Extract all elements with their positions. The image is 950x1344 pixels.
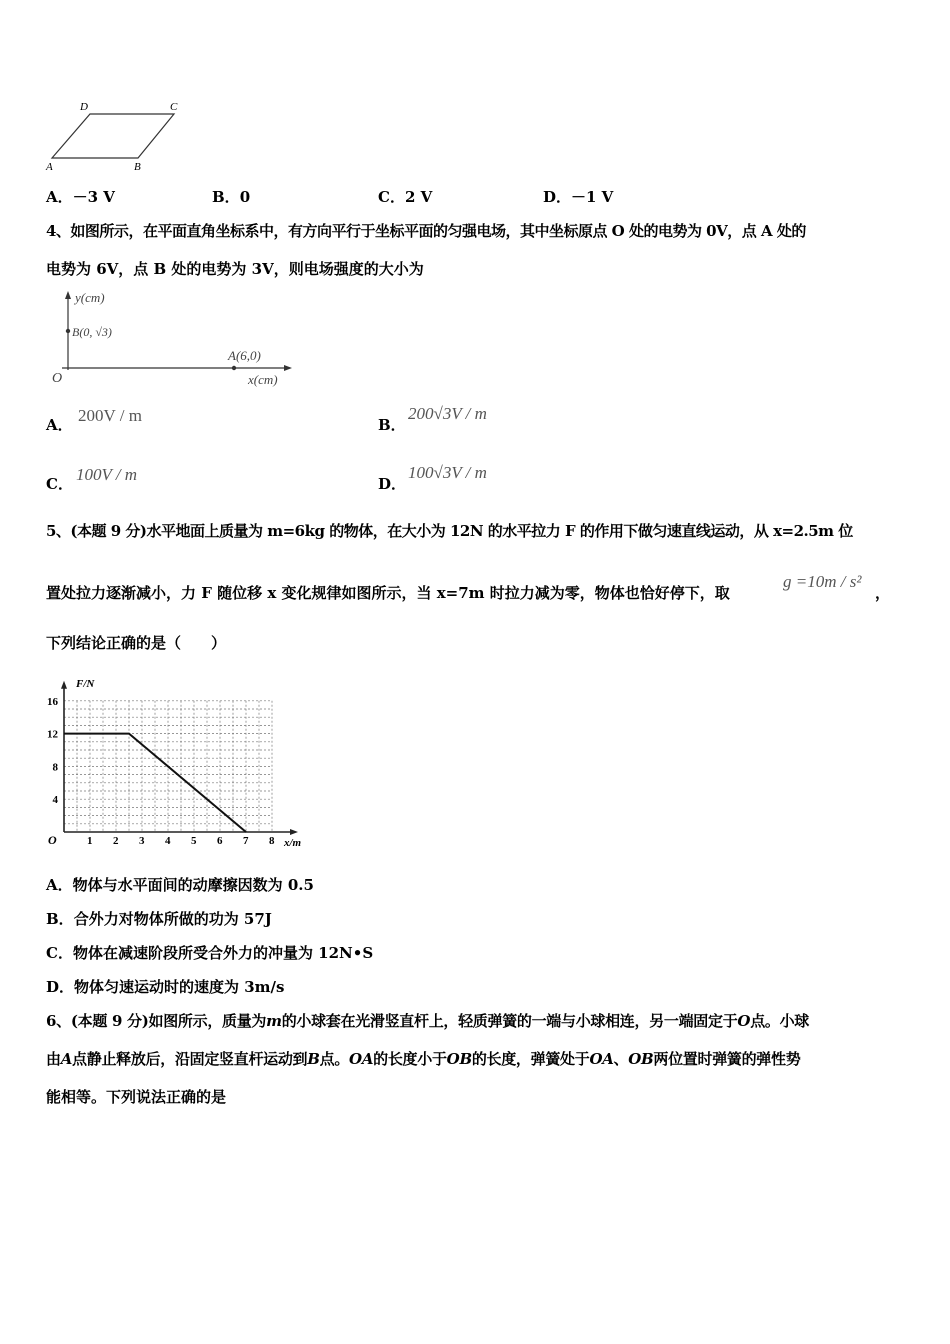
q4-option-d-value: 100√3V / m [408,463,487,482]
q3-option-a[interactable]: A．－3 V [46,188,115,206]
y-tick-label: 16 [47,695,58,708]
q5-text-line3: 下列结论正确的是（ ） [46,634,227,652]
q5-option-c[interactable]: C．物体在减速阶段所受合外力的冲量为 12N•S [46,944,374,962]
q4-option-c-value: 100V / m [76,465,138,484]
x-tick-label: 7 [243,835,249,847]
x-axis-arrow-icon [290,829,298,835]
y-axis-arrow-icon [61,681,67,689]
origin-label: O [52,371,63,386]
y-axis-label: y(cm) [75,290,105,305]
point-b-marker [66,329,70,333]
x-tick-label: 4 [165,835,171,847]
y-tick-label: 4 [52,794,58,807]
y-tick-label: 12 [47,728,58,741]
q3-option-b[interactable]: B．0 [212,188,251,206]
x-tick-label: 1 [87,835,93,847]
q4-option-b-letter[interactable]: B． [378,416,406,434]
point-a-label: A(6,0) [228,348,261,363]
q4-text-line2: 电势为 6V，点 B 处的电势为 3V，则电场强度的大小为 [46,260,424,278]
q4-option-a-letter[interactable]: A． [46,416,73,434]
q4-option-c-letter[interactable]: C． [46,475,73,493]
x-tick-label: 2 [113,835,119,847]
label-c: C [170,101,178,113]
x-axis-arrow-icon [284,365,292,371]
x-axis-label: x(cm) [248,372,278,387]
q5-option-a[interactable]: A．物体与水平面间的动摩擦因数为 0.5 [46,876,314,894]
x-tick-label: 5 [191,835,197,847]
y-axis-label: F/N [76,677,95,690]
label-b: B [134,161,141,173]
chart-axes [48,678,302,849]
q5-text-line1: 5、(本题 9 分)水平地面上质量为 m=6kg 的物体，在大小为 12N 的水平拉力 F 的作用下做匀速直线运动，从 x=2.5m 位 [46,522,853,540]
parallelogram-figure [44,96,194,176]
x-tick-label: 6 [217,835,223,847]
q3-option-c[interactable]: C．2 V [378,188,433,206]
q4-option-a-value: 200V / m [78,406,142,425]
q6-text-line1: 6、(本题 9 分)如图所示，质量为m的小球套在光滑竖直杆上，轻质弹簧的一端与小球相连，另一端固定于O点。小球 [46,1012,810,1030]
force-displacement-chart [44,672,314,852]
x-tick-label: 3 [139,835,145,847]
label-d: D [80,101,88,113]
y-axis-arrow-icon [65,291,71,299]
x-axis-label: x/m [284,837,302,849]
parallelogram-shape [52,114,174,158]
q5-text-line2: 置处拉力逐渐减小，力 F 随位移 x 变化规律如图所示，当 x=7m 时拉力减为零，物体也恰好停下，取 [46,584,730,602]
point-a-marker [232,366,236,370]
chart-ticks [47,696,275,847]
q5-option-d[interactable]: D．物体匀速运动时的速度为 3m/s [46,978,285,996]
q6-text-line3: 能相等。下列说法正确的是 [46,1088,227,1106]
label-a: A [46,161,53,173]
q4-text-line1: 4、如图所示，在平面直角坐标系中，有方向平行于坐标平面的匀强电场，其中坐标原点 O 处的电势为 0V，点 A 处的 [46,222,806,240]
q4-option-d-letter[interactable]: D． [378,475,407,493]
origin-label: O [48,833,57,847]
q3-option-d[interactable]: D．－1 V [543,188,614,206]
q5-g-expression: g =10m / s² [783,572,862,591]
q5-option-b[interactable]: B．合外力对物体所做的功为 57J [46,910,272,928]
q6-text-line2: 由A点静止释放后，沿固定竖直杆运动到B点。OA的长度小于OB的长度，弹簧处于OA、OB两位置时弹簧的弹性势 [46,1050,801,1068]
q5-text-line2-end: ， [875,584,891,602]
point-b-label: B(0, √3) [72,325,112,339]
y-tick-label: 8 [52,761,58,774]
q4-option-b-value: 200√3V / m [408,404,487,423]
x-tick-label: 8 [269,835,275,847]
coordinate-figure [48,288,298,388]
